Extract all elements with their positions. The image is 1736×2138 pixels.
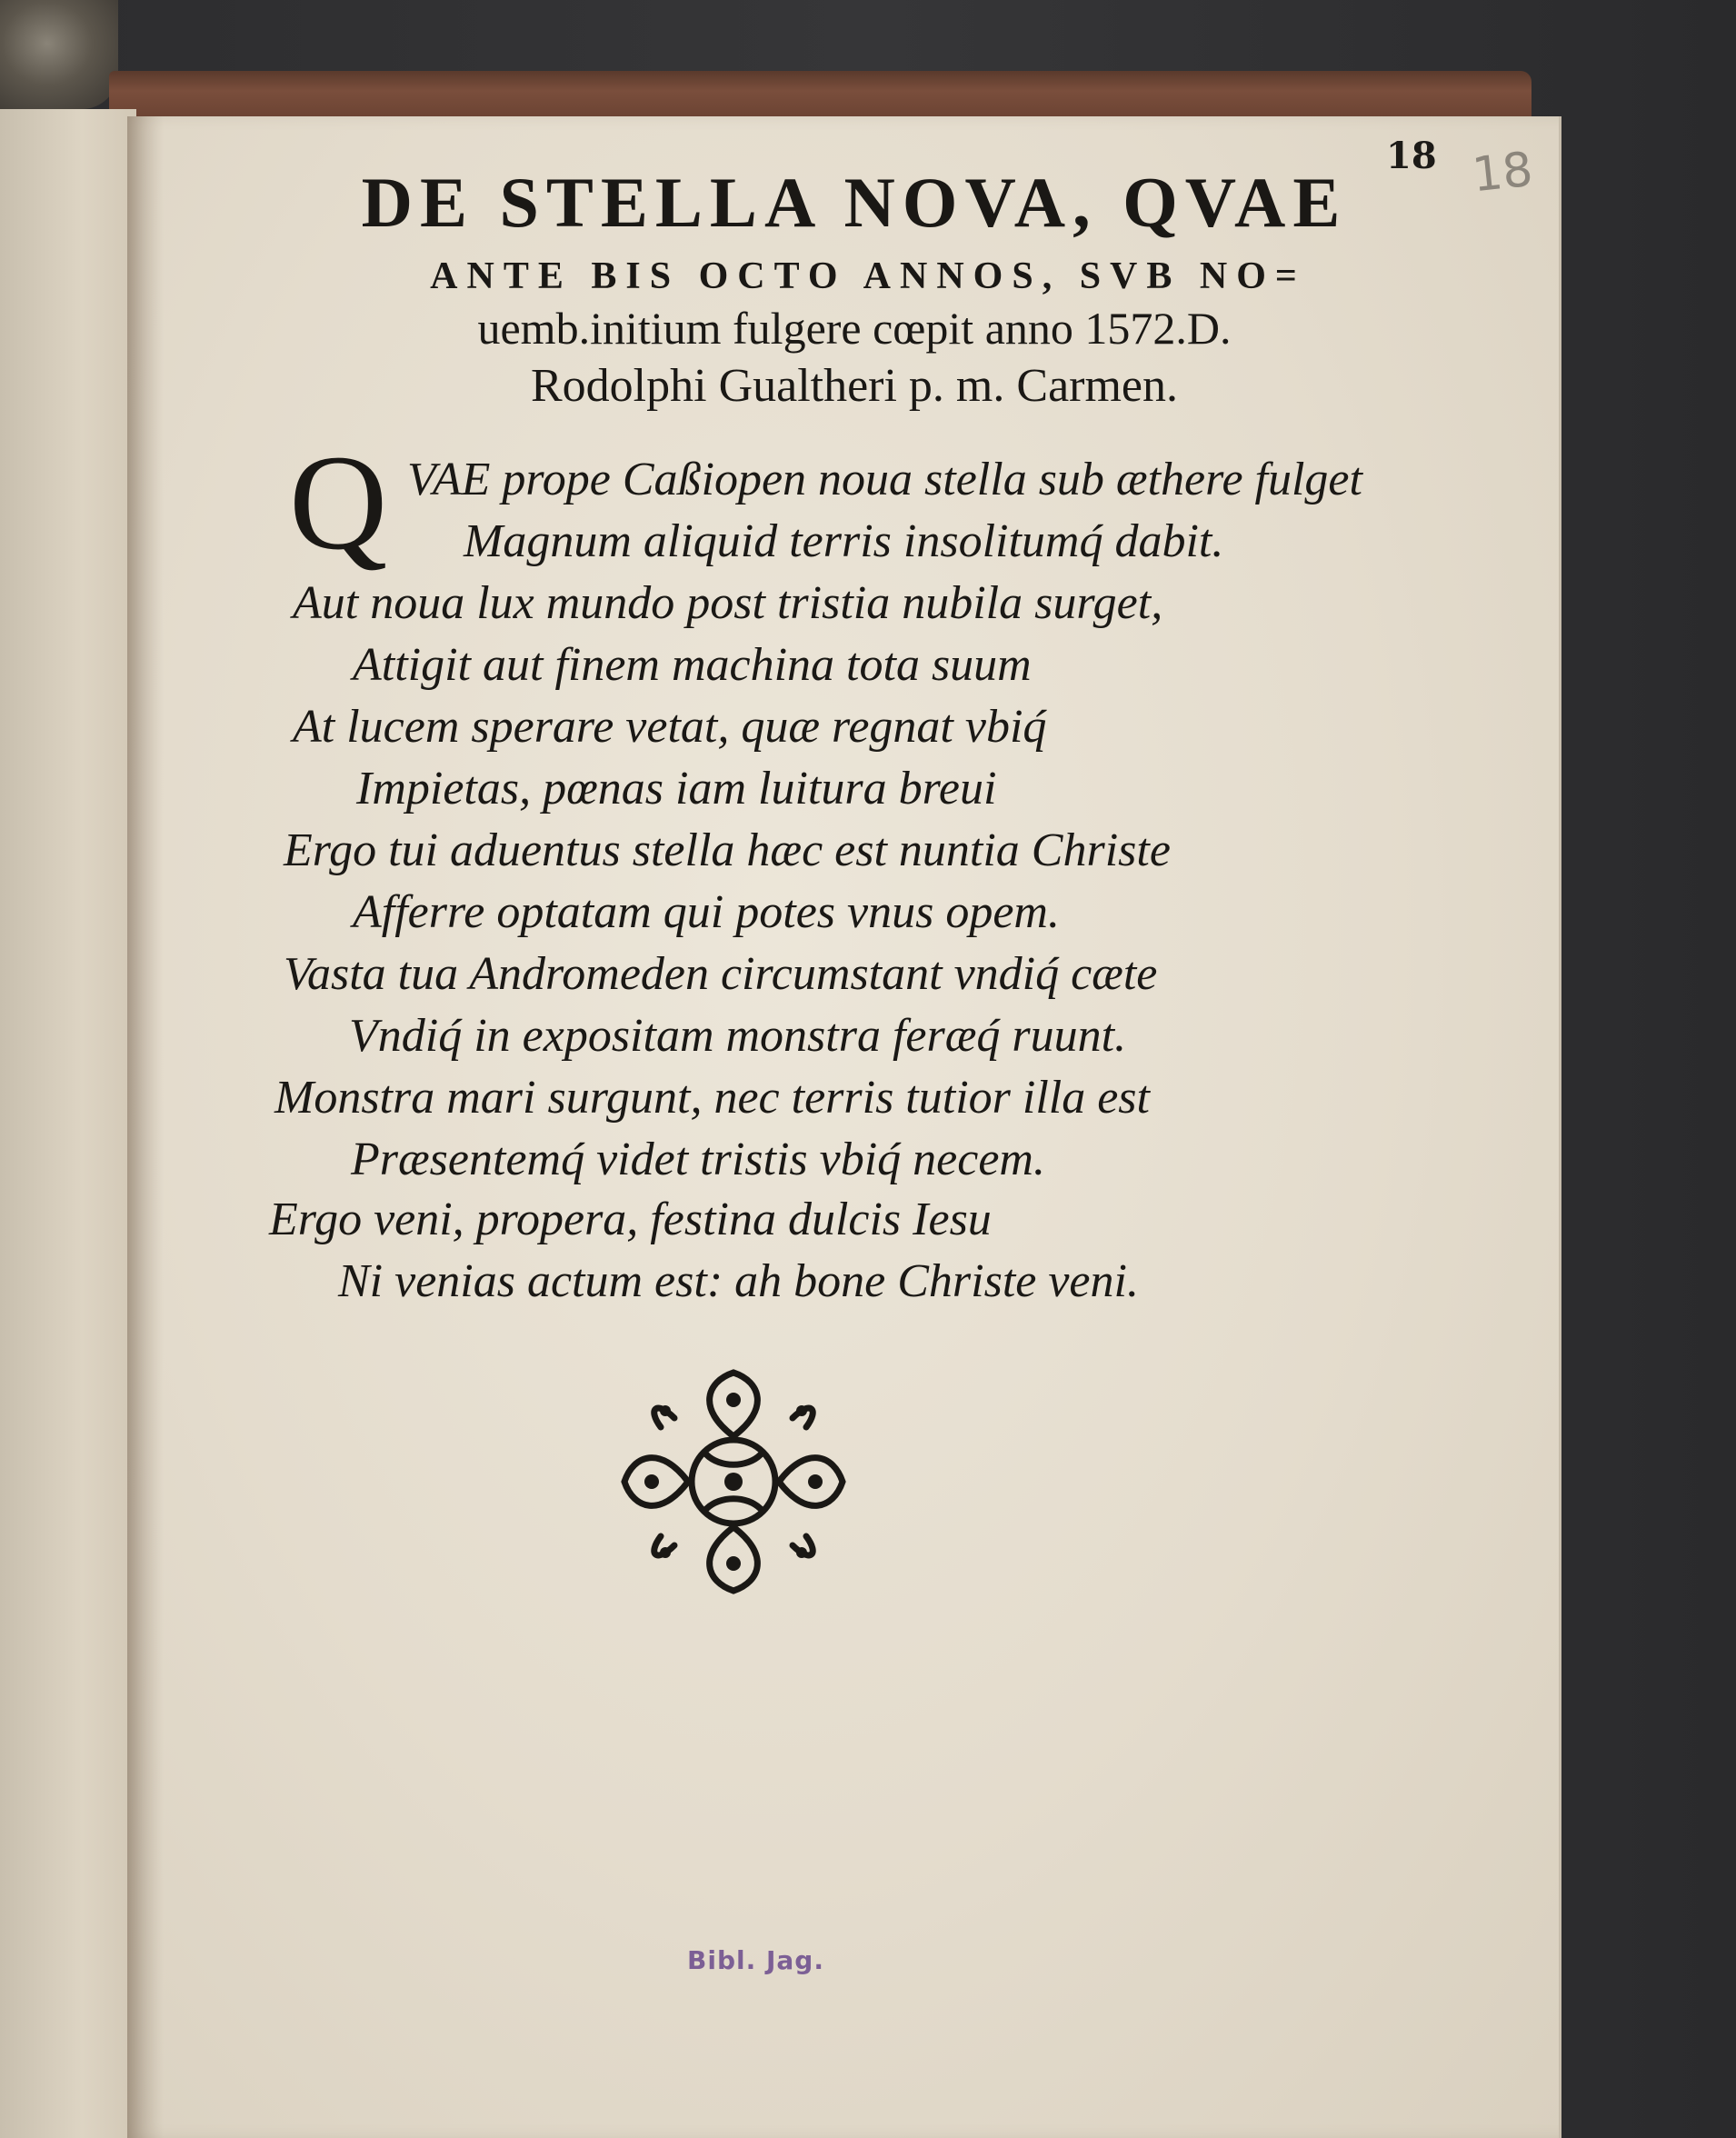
page-gutter-shadow [127,116,164,2138]
title-line-3: uemb.initium fulgere cœpit anno 1572.D. [477,303,1232,354]
verse-line-10: Vndiq́ in expositam monstra feræq́ ruunt. [349,1010,1127,1062]
verse-line-14: Ni venias actum est: ah bone Christe veni. [338,1255,1139,1307]
verse-line-2: Magnum aliquid terris insolitumq́ dabit. [464,515,1224,567]
verse-line-9: Vasta tua Andromeden circumstant vndiq́ cæte [284,948,1158,1000]
printers-ornament [611,1354,856,1609]
verse-line-13: Ergo veni, propera, festina dulcis Iesu [269,1194,992,1245]
left-page-edge [0,109,136,2138]
verse-line-11: Monstra mari surgunt, nec terris tutior illa est [274,1072,1150,1124]
verse-line-3: Aut noua lux mundo post tristia nubila surget, [293,577,1163,629]
verse-line-1: VAE prope Caßiopen noua stella sub æthere fulget [407,454,1362,505]
pencil-folio-number: 18 [1470,142,1536,204]
book-binding [0,0,118,109]
verse-line-8: Afferre optatam qui potes vnus opem. [353,886,1060,938]
page [127,116,1561,2138]
verse-line-5: At lucem sperare vetat, quæ regnat vbiq́ [293,701,1047,753]
folio-number: 18 [1386,135,1437,177]
title-line-4: Rodolphi Gualtheri p. m. Carmen. [530,360,1178,412]
verse-line-12: Præsentemq́ videt tristis vbiq́ necem. [351,1134,1045,1185]
verse-line-4: Attigit aut finem machina tota suum [353,639,1032,691]
drop-cap: Q [289,427,388,578]
verse-line-6: Impietas, pœnas iam luitura breui [356,763,997,814]
title-line-2: ANTE BIS OCTO ANNOS, SVB NO= [430,255,1306,297]
title-line-1: DE STELLA NOVA, QVAE [361,163,1348,242]
cover-edge [109,71,1531,121]
verse-line-7: Ergo tui aduentus stella hæc est nuntia Christe [284,824,1171,876]
library-stamp: Bibl. Jag. [687,1945,824,1975]
